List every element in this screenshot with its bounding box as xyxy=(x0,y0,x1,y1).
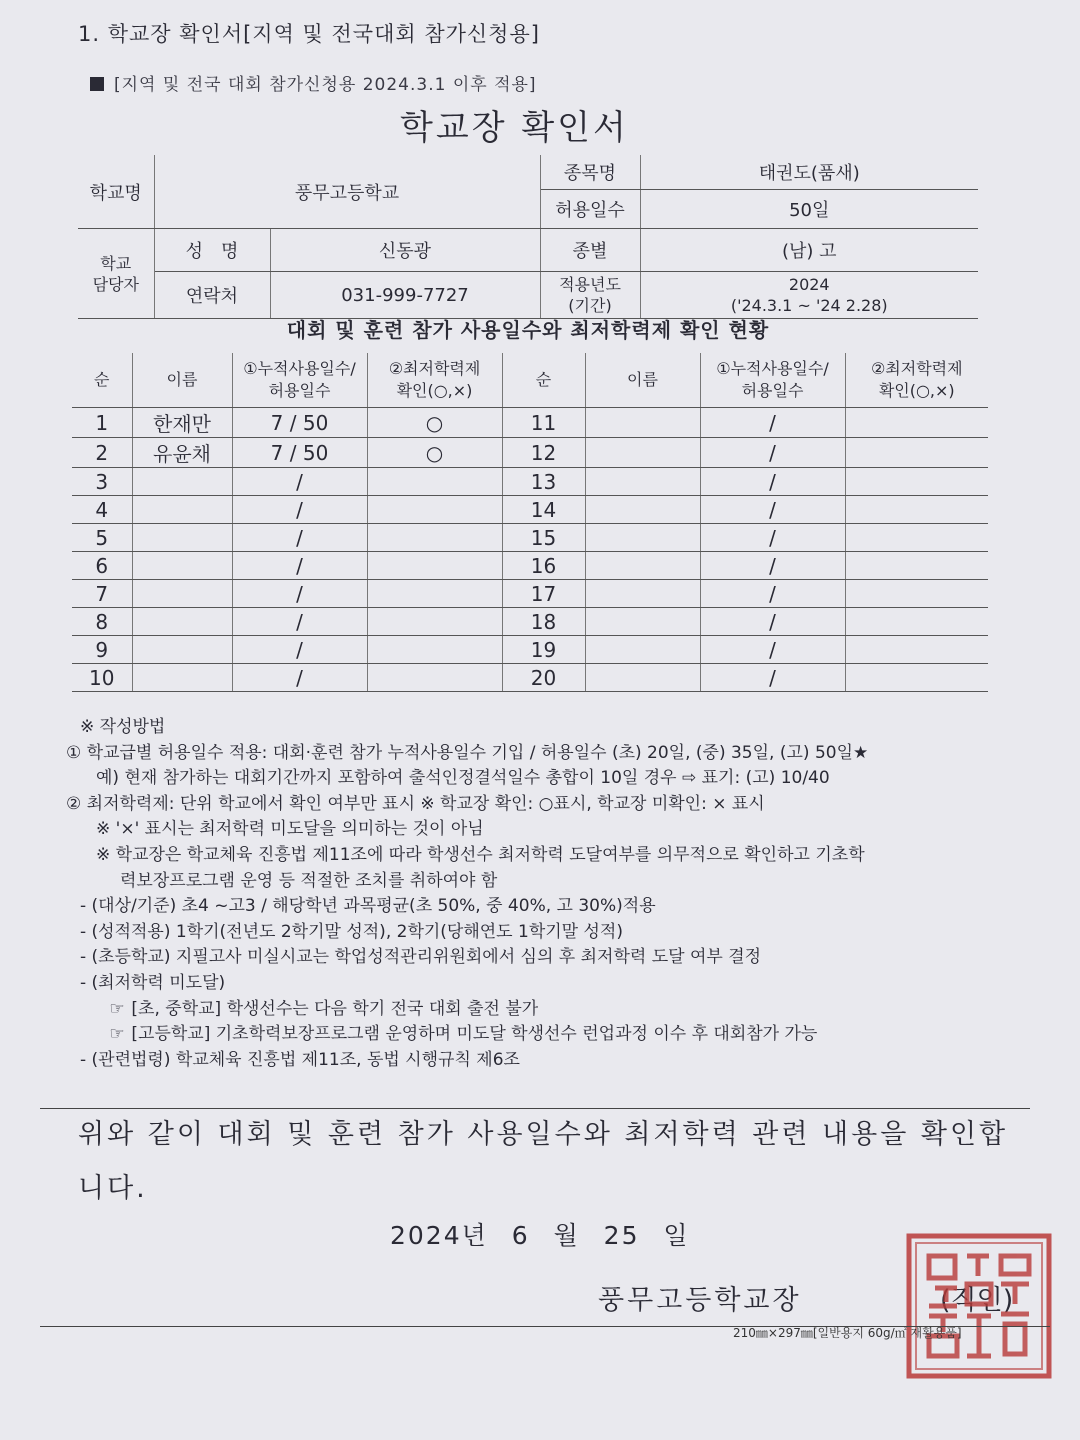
table-row xyxy=(72,580,988,608)
cell-no-right: 16 xyxy=(502,552,585,580)
cell-name-left xyxy=(132,580,232,608)
cell-check-right xyxy=(845,468,988,496)
detail-below-minimum-a xyxy=(66,997,1016,1023)
type-label: 종별 xyxy=(540,229,640,272)
cell-check-left xyxy=(367,468,502,496)
notes-heading: ※ 작성방법 xyxy=(80,717,166,737)
name-label: 성 명 xyxy=(154,229,270,272)
cell-name-left xyxy=(132,524,232,552)
note-2-b2: 력보장프로그램 운영 등 적절한 조치를 취하여야 함 xyxy=(120,870,498,891)
cell-check-right xyxy=(845,408,988,438)
detail-below-minimum-b-text: [고등학교] 기초학력보장프로그램 운영하며 미도달 학생선수 런업과정 이수 후 대회참가 가능 xyxy=(131,1024,818,1045)
type-value: (남) 고 xyxy=(640,229,978,272)
allowed-days-value: 50일 xyxy=(640,190,978,229)
header-check-right: ②최저학력제 확인(○,×) xyxy=(845,353,988,408)
cell-no-right: 17 xyxy=(502,580,585,608)
cell-no-right: 19 xyxy=(502,636,585,664)
note-1: ① 학교급별 허용일수 적용: 대회·훈련 참가 누적사용일수 기입 / 허용일수 (초) 20일, (중) 35일, (고) 50일★ xyxy=(66,742,869,763)
cell-no-right: 20 xyxy=(502,664,585,692)
cell-no-left: 4 xyxy=(72,496,132,524)
cell-check-right xyxy=(845,664,988,692)
phone-label: 연락처 xyxy=(154,272,270,319)
cell-days-left: / xyxy=(232,524,367,552)
cell-check-right xyxy=(845,580,988,608)
table-row xyxy=(72,636,988,664)
period-value xyxy=(640,272,978,319)
cell-days-left: 7 / 50 xyxy=(232,438,367,468)
cell-days-right: / xyxy=(700,468,845,496)
header-name-left: 이름 xyxy=(132,353,232,408)
applicability-note xyxy=(90,70,537,95)
header-days-right: ①누적사용일수/ 허용일수 xyxy=(700,353,845,408)
applicability-text: [지역 및 전국 대회 참가신청용 2024.3.1 이후 적용] xyxy=(114,75,537,95)
cell-no-right: 14 xyxy=(502,496,585,524)
cell-name-right xyxy=(585,438,700,468)
table-row xyxy=(72,496,988,524)
cell-check-right xyxy=(845,636,988,664)
section-title: 1. 학교장 확인서[지역 및 전국대회 참가신청용] xyxy=(78,22,540,46)
paper-spec: 210㎜×297㎜[일반용지 60g/㎡ 재활용품] xyxy=(733,1326,962,1340)
cell-check-right xyxy=(845,496,988,524)
cell-no-left: 2 xyxy=(72,438,132,468)
table-row xyxy=(72,664,988,692)
contact-name: 신동광 xyxy=(270,229,540,272)
cell-check-left xyxy=(367,636,502,664)
cell-name-right xyxy=(585,664,700,692)
header-no-left: 순 xyxy=(72,353,132,408)
detail-grades: - (성적적용) 1학기(전년도 2학기말 성적), 2학기(당해연도 1학기말 성적) xyxy=(80,921,623,942)
table-row xyxy=(72,468,988,496)
period-label: 적용년도 (기간) xyxy=(540,272,640,319)
table-row xyxy=(72,608,988,636)
pointing-hand-icon: ☞ xyxy=(109,1024,125,1045)
cell-check-right xyxy=(845,608,988,636)
cell-days-right: / xyxy=(700,608,845,636)
cell-name-left xyxy=(132,664,232,692)
school-name: 풍무고등학교 xyxy=(154,155,540,229)
header-name-right: 이름 xyxy=(585,353,700,408)
cell-check-left xyxy=(367,608,502,636)
school-label: 학교명 xyxy=(78,155,154,229)
cell-days-right: / xyxy=(700,408,845,438)
sport-value: 태권도(품새) xyxy=(640,155,978,190)
issue-date: 2024년 6 월 25 일 xyxy=(390,1221,690,1250)
cell-days-left: / xyxy=(232,636,367,664)
cell-days-right: / xyxy=(700,524,845,552)
cell-name-left xyxy=(132,496,232,524)
square-bullet-icon xyxy=(90,77,104,91)
detail-below-minimum-b xyxy=(66,1022,1016,1048)
cell-check-left: ○ xyxy=(367,408,502,438)
sport-label: 종목명 xyxy=(540,155,640,190)
year-value: 2024 xyxy=(788,275,830,294)
cell-name-left: 한재만 xyxy=(132,408,232,438)
table-row xyxy=(72,438,988,468)
note-1-example: 예) 현재 참가하는 대회기간까지 포함하여 출석인정결석일수 총합이 10일 경우 ⇨ 표기: (고) 10/40 xyxy=(96,768,830,789)
cell-days-right: / xyxy=(700,636,845,664)
note-2: ② 최저학력제: 단위 학교에서 확인 여부만 표시 ※ 학교장 확인: ○표시, 학교장 미확인: × 표시 xyxy=(66,793,765,814)
cell-no-right: 13 xyxy=(502,468,585,496)
table-row xyxy=(72,524,988,552)
usage-table-header xyxy=(72,353,988,408)
contact-group-label: 학교 담당자 xyxy=(78,229,154,319)
cell-no-left: 6 xyxy=(72,552,132,580)
cell-no-right: 12 xyxy=(502,438,585,468)
cell-days-left: / xyxy=(232,664,367,692)
cell-days-right: / xyxy=(700,580,845,608)
header-no-right: 순 xyxy=(502,353,585,408)
pointing-hand-icon: ☞ xyxy=(109,998,125,1019)
cell-check-right xyxy=(845,524,988,552)
usage-table-title: 대회 및 훈련 참가 사용일수와 최저학력제 확인 현황 xyxy=(286,318,770,342)
cell-days-right: / xyxy=(700,664,845,692)
cell-name-left xyxy=(132,636,232,664)
school-info-table xyxy=(78,155,978,319)
signer: 풍무고등학교장 xyxy=(598,1285,802,1316)
cell-days-right: / xyxy=(700,496,845,524)
detail-law: - (관련법령) 학교체육 진흥법 제11조, 동법 시행규칙 제6조 xyxy=(80,1049,520,1070)
cell-check-left xyxy=(367,552,502,580)
cell-days-left: / xyxy=(232,608,367,636)
allowed-days-label: 허용일수 xyxy=(540,190,640,229)
cell-days-left: / xyxy=(232,468,367,496)
period-range: ('24.3.1 ~ '24 2.28) xyxy=(730,296,888,315)
cell-no-left: 10 xyxy=(72,664,132,692)
instructions xyxy=(66,715,1016,1073)
cell-days-left: / xyxy=(232,552,367,580)
cell-name-right xyxy=(585,608,700,636)
cell-days-left: / xyxy=(232,580,367,608)
usage-table xyxy=(72,353,988,692)
cell-check-left xyxy=(367,524,502,552)
cell-no-left: 5 xyxy=(72,524,132,552)
detail-elementary: - (초등학교) 지필고사 미실시교는 학업성적관리위원회에서 심의 후 최저학력 도달 여부 결정 xyxy=(80,947,762,968)
detail-below-minimum-a-text: [초, 중학교] 학생선수는 다음 학기 전국 대회 출전 불가 xyxy=(131,998,539,1019)
cell-name-right xyxy=(585,552,700,580)
cell-check-left: ○ xyxy=(367,438,502,468)
note-2-a: ※ '×' 표시는 최저학력 미도달을 의미하는 것이 아님 xyxy=(96,819,484,840)
header-days-left: ①누적사용일수/ 허용일수 xyxy=(232,353,367,408)
cell-check-right xyxy=(845,552,988,580)
cell-no-left: 3 xyxy=(72,468,132,496)
table-row xyxy=(72,552,988,580)
cell-days-right: / xyxy=(700,552,845,580)
form-title: 학교장 확인서 xyxy=(400,108,629,148)
cell-name-left xyxy=(132,552,232,580)
cell-name-left xyxy=(132,468,232,496)
cell-check-left xyxy=(367,496,502,524)
cell-no-left: 7 xyxy=(72,580,132,608)
cell-name-right xyxy=(585,496,700,524)
detail-below-minimum: - (최저학력 미도달) xyxy=(80,972,226,993)
cell-days-left: 7 / 50 xyxy=(232,408,367,438)
official-seal-stamp xyxy=(905,1232,1055,1382)
cell-name-right xyxy=(585,408,700,438)
cell-no-right: 18 xyxy=(502,608,585,636)
cell-no-left: 8 xyxy=(72,608,132,636)
cell-name-left: 유윤채 xyxy=(132,438,232,468)
cell-name-left xyxy=(132,608,232,636)
cell-name-right xyxy=(585,524,700,552)
cell-days-left: / xyxy=(232,496,367,524)
cell-no-left: 9 xyxy=(72,636,132,664)
header-check-left: ②최저학력제 확인(○,×) xyxy=(367,353,502,408)
detail-target: - (대상/기준) 초4 ~고3 / 해당학년 과목평균(초 50%, 중 40%, 고 30%)적용 xyxy=(80,896,656,917)
cell-days-right: / xyxy=(700,438,845,468)
cell-check-left xyxy=(367,580,502,608)
seal-label: (직인) xyxy=(940,1285,1014,1316)
cell-name-right xyxy=(585,636,700,664)
note-2-b1: ※ 학교장은 학교체육 진흥법 제11조에 따라 학생선수 최저학력 도달여부를 의무적으로 확인하고 기초학 xyxy=(96,844,865,865)
cell-name-right xyxy=(585,580,700,608)
cell-name-right xyxy=(585,468,700,496)
cell-no-right: 11 xyxy=(502,408,585,438)
cell-no-left: 1 xyxy=(72,408,132,438)
table-row xyxy=(72,408,988,438)
contact-phone: 031-999-7727 xyxy=(270,272,540,319)
cell-check-left xyxy=(367,664,502,692)
closing-statement: 위와 같이 대회 및 훈련 참가 사용일수와 최저학력 관련 내용을 확인합니다. xyxy=(78,1119,1009,1204)
cell-check-right xyxy=(845,438,988,468)
cell-no-right: 15 xyxy=(502,524,585,552)
